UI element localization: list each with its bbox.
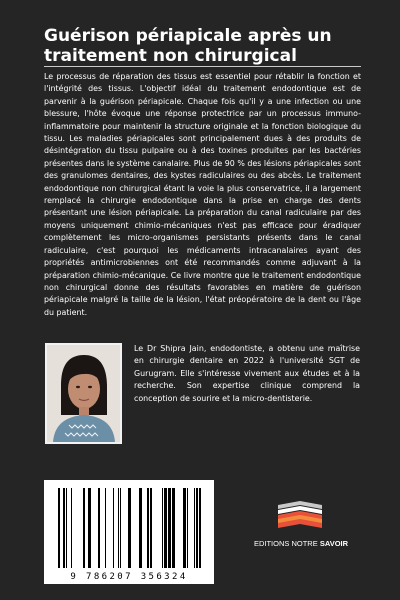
author-portrait-image — [47, 345, 120, 442]
barcode-bar — [118, 488, 119, 568]
isbn-barcode — [44, 480, 214, 584]
author-photo — [45, 343, 122, 444]
barcode-bar — [168, 488, 171, 568]
barcode-bar — [58, 488, 60, 568]
barcode-bar — [150, 488, 152, 568]
publisher-logo-icon — [240, 495, 360, 540]
barcode-bar — [120, 488, 121, 568]
title-divider — [44, 66, 361, 67]
isbn-number: 9 786207 356324 — [70, 572, 188, 582]
barcode-bar — [66, 488, 67, 568]
publisher-name-bold: SAVOIR — [319, 539, 349, 548]
barcode-bar — [199, 488, 201, 568]
barcode-bar — [194, 488, 195, 568]
publisher-name — [236, 539, 366, 548]
barcode-bar — [164, 488, 167, 568]
barcode-bar — [88, 488, 91, 568]
author-biography: Le Dr Shipra Jain, endodontiste, a obtenu une maîtrise en chirurgie dentaire en 2022 à l'université SGT de Gurugram. Elle s'intéresse vivement aux études et à la recherche. Son expertise clinique comprend la conception de sourire et la micro-dentisterie. — [134, 344, 360, 403]
barcode-bar — [187, 488, 188, 568]
barcode-bar — [139, 488, 142, 568]
barcode-bar — [113, 488, 114, 568]
barcode-bars — [44, 480, 214, 570]
barcode-bar — [196, 488, 198, 568]
barcode-bar — [162, 488, 163, 568]
barcode-bar — [71, 488, 72, 568]
barcode-bar — [98, 488, 100, 568]
publisher-name-regular: EDITIONS NOTRE — [253, 539, 318, 548]
book-title: Guérison périapicale après un traitement non chirurgical — [44, 26, 332, 66]
book-description: Le processus de réparation des tissus est essentiel pour rétablir la fonction et l'intégrité des tissus. L'objectif idéal du traitement endodontique est de parvenir à la guérison périapicale. Chaque fois qu'il y a une infection ou une blessure, l'hôte évoque une réponse protectrice par un processus immuno-inflammatoire pour maintenir la structure originale et la fonction biologique du tissu. Les maladies périapicales sont principalement dues à des produits de désintégration du tissu pulpaire ou à des toxines produites par les bactéries présentes dans le système canalaire. Plus de 90 % des lésions périapicales sont des granulomes dentaires, des kystes radiculaires ou des abcès. Le traitement endodontique non chirurgical étant la voie la plus conservatrice, il a largement remplacé la chirurgie endodontique dans la prise en charge des dents présentant une lésion périapicale. La préparation du canal radiculaire par des moyens uniquement chimio-mécaniques n'est pas efficace pour éradiquer complètement les micro-organismes persistants présents dans le canal radiculaire, c'est pourquoi les médicaments intracanalaires ayant des propriétés antimicrobiennes ont été recommandés comme adjuvant à la préparation chimio-mécanique. Ce livre montre que le traitement endodontique non chirurgical donne des résultats favorables en matière de guérison périapicale malgré la taille de la lésion, l'état préopératoire de la dent ou l'âge du patient. — [44, 72, 361, 317]
barcode-bar — [183, 488, 186, 568]
barcode-bar — [128, 488, 131, 568]
barcode-bar — [63, 488, 65, 568]
barcode-bar — [105, 488, 106, 568]
barcode-bar — [147, 488, 149, 568]
barcode-bar — [172, 488, 175, 568]
barcode-bar — [83, 488, 85, 568]
